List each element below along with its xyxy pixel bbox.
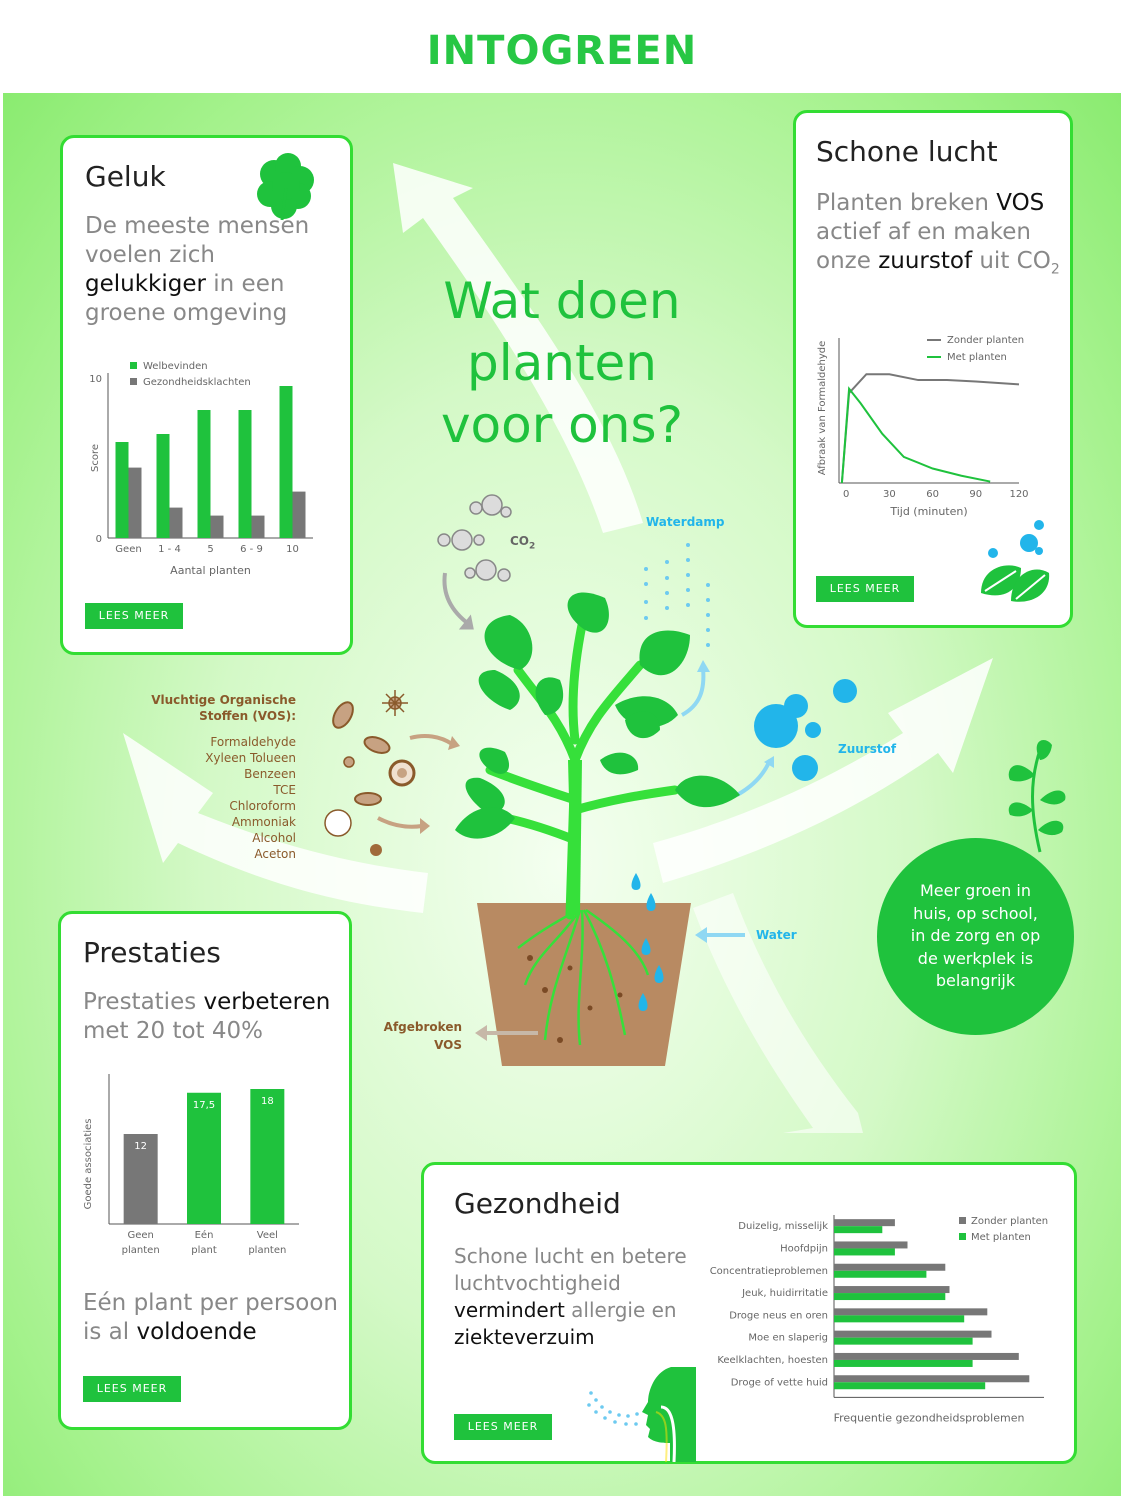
text-highlight: ziekteverzuim xyxy=(454,1325,595,1349)
x-tick-label: 90 xyxy=(969,489,983,500)
category-label: Duizelig, misselijk xyxy=(738,1221,828,1233)
card-geluk xyxy=(60,135,353,655)
gezondheid-hbar-chart xyxy=(694,1205,1054,1485)
vos-item: Aceton xyxy=(254,847,296,861)
text-subscript: 2 xyxy=(1050,261,1060,278)
card-schone-lucht xyxy=(793,110,1073,628)
bar xyxy=(280,386,293,538)
y-tick-label: 0 xyxy=(95,534,102,545)
x-tick-label: Geen xyxy=(115,544,142,555)
x-tick-label: Eén xyxy=(194,1230,214,1241)
bar xyxy=(170,508,183,538)
legend-label: Met planten xyxy=(947,352,1007,363)
category-label: Droge neus en oren xyxy=(729,1310,828,1322)
callout-circle xyxy=(877,838,1074,1035)
bar xyxy=(834,1308,987,1315)
card-text xyxy=(454,1243,694,1351)
legend-swatch xyxy=(130,378,137,385)
brand-logo: INTOGREEN xyxy=(426,28,698,74)
y-axis-label: Score xyxy=(90,443,101,473)
bar xyxy=(834,1331,992,1338)
zuurstof-label: Zuurstof xyxy=(838,742,897,756)
text-part: uit CO xyxy=(972,248,1051,274)
prestaties-bar-chart xyxy=(79,1064,319,1264)
co2-label-sub: 2 xyxy=(529,541,536,552)
bar-value-label: 12 xyxy=(134,1141,148,1152)
legend-label: Zonder planten xyxy=(947,335,1025,346)
x-tick-label: Geen xyxy=(127,1230,154,1241)
x-axis-label: Tijd (minuten) xyxy=(890,505,968,518)
text-part: Prestaties xyxy=(83,989,204,1015)
lees-meer-button[interactable]: LEES MEER xyxy=(83,1376,181,1402)
co2-label-text: CO xyxy=(510,534,530,548)
bar xyxy=(834,1226,882,1233)
bar xyxy=(293,492,306,538)
x-tick-label: 60 xyxy=(926,489,939,500)
x-tick-label: planten xyxy=(248,1245,287,1256)
afgebroken-vos-label xyxy=(380,1018,462,1054)
bar xyxy=(198,410,211,538)
category-label: Moe en slaperig xyxy=(748,1332,828,1344)
afgebroken-line: Afgebroken xyxy=(383,1020,462,1034)
x-tick-label: 5 xyxy=(207,544,214,555)
bar xyxy=(834,1382,985,1389)
formaldehyde-line-chart xyxy=(801,328,1071,528)
bar xyxy=(250,1089,284,1224)
bar xyxy=(834,1241,908,1248)
text-highlight: VOS xyxy=(996,190,1045,216)
vos-item: Ammoniak xyxy=(231,815,296,829)
bar xyxy=(157,434,170,538)
leaf-bubbles-icon xyxy=(971,513,1061,613)
card-text xyxy=(83,988,343,1046)
bar xyxy=(834,1375,1029,1382)
bar xyxy=(834,1293,945,1300)
callout-text: Meer groen in huis, op school, in de zorg en op de werkplek is belangrijk xyxy=(910,881,1041,991)
vos-item: Chloroform xyxy=(229,799,296,813)
lees-meer-button[interactable]: LEES MEER xyxy=(454,1414,552,1440)
co2-label xyxy=(510,534,535,551)
vos-item: Alcohol xyxy=(252,831,296,845)
text-part: allergie en xyxy=(564,1298,677,1322)
bar xyxy=(834,1264,945,1271)
x-tick-label: planten xyxy=(121,1245,160,1256)
legend-swatch xyxy=(130,362,137,369)
card-title: Schone lucht xyxy=(816,135,998,168)
x-tick-label: 0 xyxy=(843,489,850,500)
text-highlight: gelukkiger xyxy=(85,271,206,297)
text-part: Schone lucht en betere luchtvochtigheid xyxy=(454,1244,687,1295)
bar-value-label: 17,5 xyxy=(192,1099,216,1111)
category-label: Jeuk, huidirritatie xyxy=(742,1288,828,1300)
lees-meer-button[interactable]: LEES MEER xyxy=(85,603,183,629)
bar xyxy=(129,468,142,538)
x-tick-label: Veel xyxy=(256,1230,278,1241)
x-tick-label: 6 - 9 xyxy=(240,544,263,555)
bar xyxy=(252,516,265,538)
card-prestaties xyxy=(58,911,352,1430)
bar xyxy=(187,1093,221,1224)
card-gezondheid xyxy=(421,1162,1077,1464)
bar xyxy=(211,516,224,538)
x-tick-label: 10 xyxy=(286,544,299,555)
bar xyxy=(834,1271,926,1278)
y-axis-label: Afbraak van Formaldehyde xyxy=(817,340,828,476)
legend-label: Zonder planten xyxy=(971,1216,1049,1227)
vos-item: Formaldehyde xyxy=(210,735,296,749)
legend-label: Met planten xyxy=(971,1232,1031,1243)
main-title-line: voor ons? xyxy=(440,396,684,454)
vos-title xyxy=(130,692,296,724)
text-part: De meeste mensen voelen zich xyxy=(85,213,310,268)
x-tick-label: plant xyxy=(191,1245,217,1256)
card-title: Geluk xyxy=(85,160,166,193)
head-breathing-icon xyxy=(586,1367,696,1462)
bar xyxy=(834,1315,964,1322)
bar-value-label: 18 xyxy=(260,1096,274,1107)
category-label: Concentratieproblemen xyxy=(709,1265,828,1277)
category-label: Keelklachten, hoesten xyxy=(717,1354,828,1366)
vos-list xyxy=(170,734,296,862)
text-part: met 20 tot 40% xyxy=(83,1018,264,1044)
legend-swatch xyxy=(959,1217,966,1224)
bar xyxy=(834,1219,895,1226)
vos-title-line: Vluchtige Organische xyxy=(151,693,296,707)
text-highlight: verbeteren xyxy=(203,989,331,1015)
x-axis-label: Aantal planten xyxy=(170,564,251,577)
bar xyxy=(116,442,129,538)
card-title: Prestaties xyxy=(83,936,221,969)
main-title-line: Wat doen xyxy=(443,272,681,330)
waterdamp-label: Waterdamp xyxy=(646,515,725,529)
lees-meer-button[interactable]: LEES MEER xyxy=(816,576,914,602)
x-tick-label: 30 xyxy=(883,489,896,500)
bar xyxy=(834,1360,973,1367)
bar xyxy=(834,1353,1019,1360)
text-highlight: zuurstof xyxy=(878,248,973,274)
bar xyxy=(834,1338,973,1345)
series-line xyxy=(842,389,990,483)
x-axis-label: Frequentie gezondheidsproblemen xyxy=(833,1411,1025,1425)
bar xyxy=(834,1248,895,1255)
legend-swatch xyxy=(959,1233,966,1240)
x-tick-label: 1 - 4 xyxy=(158,544,181,555)
bar xyxy=(239,410,252,538)
text-part: Eén plant per persoon is al xyxy=(83,1290,338,1345)
text-part: in een groene omgeving xyxy=(85,271,288,326)
text-part: Planten breken xyxy=(816,190,997,216)
card-text xyxy=(816,189,1066,285)
y-tick-label: 10 xyxy=(89,374,102,385)
category-label: Hoofdpijn xyxy=(780,1243,828,1255)
card-title: Gezondheid xyxy=(454,1187,621,1220)
legend-label: Welbevinden xyxy=(143,361,208,372)
legend-label: Gezondheidsklachten xyxy=(143,377,251,388)
afgebroken-line: VOS xyxy=(434,1038,462,1052)
text-highlight: vermindert xyxy=(454,1298,565,1322)
category-label: Droge of vette huid xyxy=(730,1377,828,1389)
vos-item: TCE xyxy=(273,783,296,797)
card-text xyxy=(85,212,335,328)
vos-title-line: Stoffen (VOS): xyxy=(199,709,296,723)
x-tick-label: 120 xyxy=(1009,489,1029,500)
water-label: Water xyxy=(756,928,797,942)
vos-item: Xyleen Tolueen xyxy=(205,751,296,765)
main-title xyxy=(400,270,724,456)
card-text-2 xyxy=(83,1289,343,1347)
geluk-bar-chart xyxy=(78,358,328,588)
bar xyxy=(834,1286,950,1293)
text-highlight: voldoende xyxy=(136,1319,257,1345)
text-part: actief af en maken onze xyxy=(816,219,1031,274)
vos-item: Benzeen xyxy=(244,767,296,781)
main-title-line: planten xyxy=(466,334,657,392)
y-axis-label: Goede associaties xyxy=(83,1118,94,1210)
